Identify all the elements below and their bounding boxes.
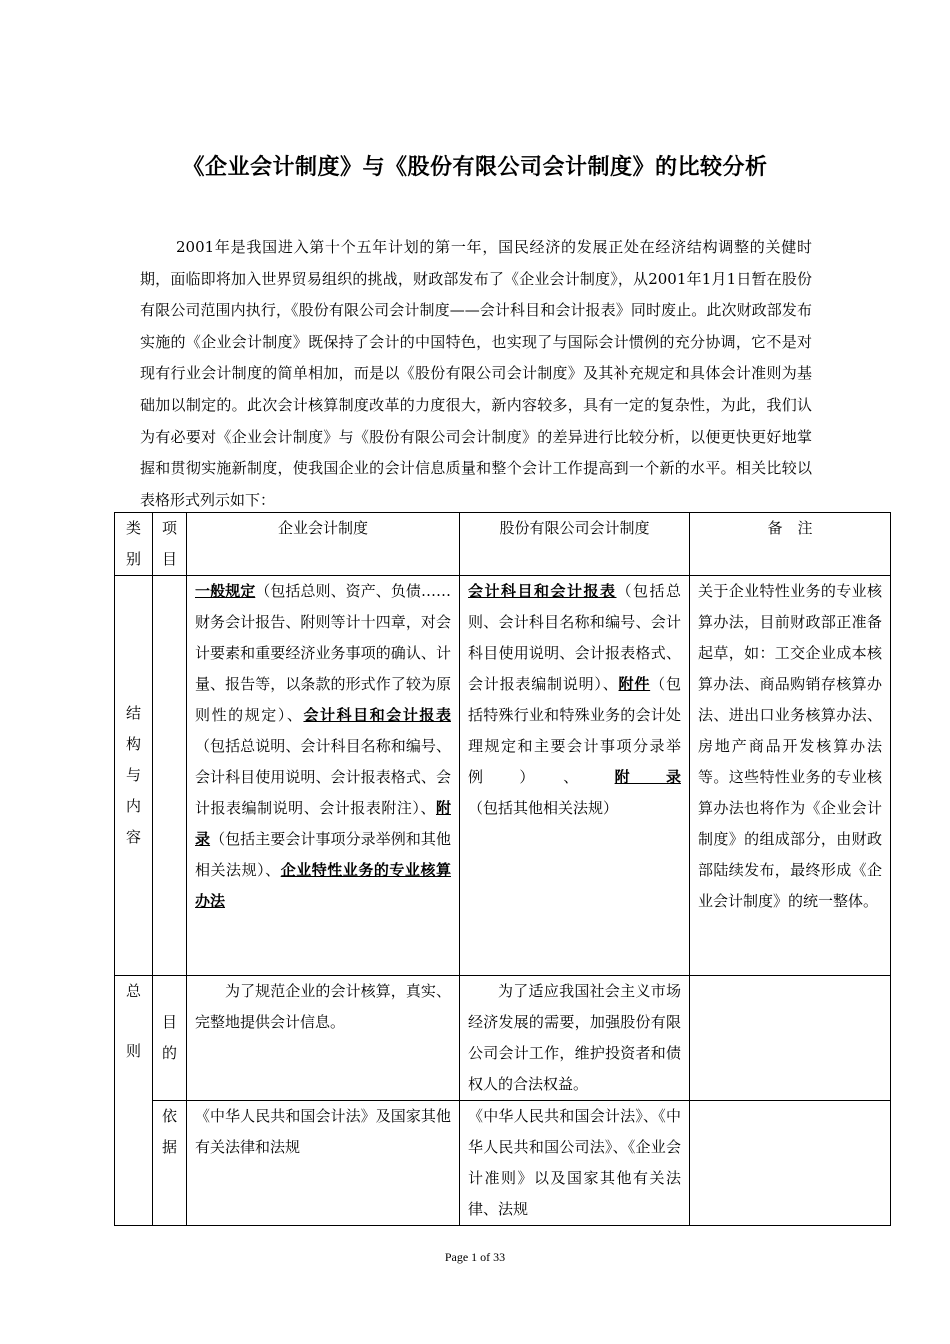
header-category: 类 别 [115,513,153,576]
structure-enterprise-cell: 一般规定（包括总则、资产、负债……财务会计报告、附则等计十四章，对会计要素和重要经济业务事项的确认、计量、报告等，以条款的形式作了较为原则性的规定）、会计科目和会计报表（包括总说明、会计科目名称和编号、会计科目使用说明、会计报表格式、会计报表编制说明、会计报表附注）、附录（包括主要会计事项分录举例和其他相关法规）、企业特性业务的专业核算办法 [187,576,460,976]
table-header-row [115,513,891,576]
header-enterprise-system: 企业会计制度 [187,513,460,576]
basis-joint-stock-cell: 《中华人民共和国会计法》、《中华人民共和国公司法》、《企业会计准则》以及国家其他有关法律、法规 [460,1101,690,1226]
table-row-purpose [115,976,891,1101]
basis-enterprise-cell: 《中华人民共和国会计法》及国家其他有关法律和法规 [187,1101,460,1226]
intro-paragraph: 2001年是我国进入第十个五年计划的第一年，国民经济的发展正处在经济结构调整的关健时期，面临即将加入世界贸易组织的挑战，财政部发布了《企业会计制度》，从2001年1月1日暂在股份有限公司范围内执行，《股份有限公司会计制度——会计科目和会计报表》同时废止。此次财政部发布实施的《企业会计制度》既保持了会计的中国特色，也实现了与国际会计惯例的充分协调，它不是对现有行业会计制度的简单相加，而是以《股份有限公司会计制度》及其补充规定和具体会计准则为基础加以制定的。此次会计核算制度改革的力度很大，新内容较多，具有一定的复杂性，为此，我们认为有必要对《企业会计制度》与《股份有限公司会计制度》的差异进行比较分析，以便更快更好地掌握和贯彻实施新制度，使我国企业的会计信息质量和整个会计工作提高到一个新的水平。相关比较以表格形式列示如下： [140,238,812,509]
structure-remarks-cell: 关于企业特性业务的专业核算办法，目前财政部正准备起草，如：工交企业成本核算办法、商品购销存核算办法、进出口业务核算办法、房地产商品开发核算办法等。这些特性业务的专业核算办法也将作为《企业会计制度》的组成部分，由财政部陆续发布，最终形成《企业会计制度》的统一整体。 [690,576,891,976]
purpose-enterprise-cell: 为了规范企业的会计核算，真实、完整地提供会计信息。 [187,976,460,1101]
header-remarks: 备 注 [690,513,891,576]
page-footer: Page 1 of 33 [444,1250,506,1264]
purpose-remarks-cell [690,976,891,1101]
document-title: 《企业会计制度》与《股份有限公司会计制度》的比较分析 [182,154,768,180]
item-basis: 依 据 [153,1101,187,1226]
header-item: 项 目 [153,513,187,576]
header-joint-stock-system: 股份有限公司会计制度 [460,513,690,576]
table-row-basis [115,1101,891,1226]
purpose-joint-stock-cell: 为了适应我国社会主义市场经济发展的需要，加强股份有限公司会计工作，维护投资者和债权人的合法权益。 [460,976,690,1101]
item-purpose: 目 的 [153,976,187,1101]
table-row-structure [115,576,891,976]
basis-remarks-cell [690,1101,891,1226]
comparison-table [114,512,891,1226]
structure-joint-stock-cell: 会计科目和会计报表（包括总则、会计科目名称和编号、会计科目使用说明、会计报表格式、会计报表编制说明）、附件（包括特殊行业和特殊业务的会计处理规定和主要会计事项分录举例）、附录（包括其他相关法规） [460,576,690,976]
category-general: 总 则 [115,976,153,1226]
item-empty [153,576,187,976]
category-structure: 结 构 与 内 容 [115,576,153,976]
